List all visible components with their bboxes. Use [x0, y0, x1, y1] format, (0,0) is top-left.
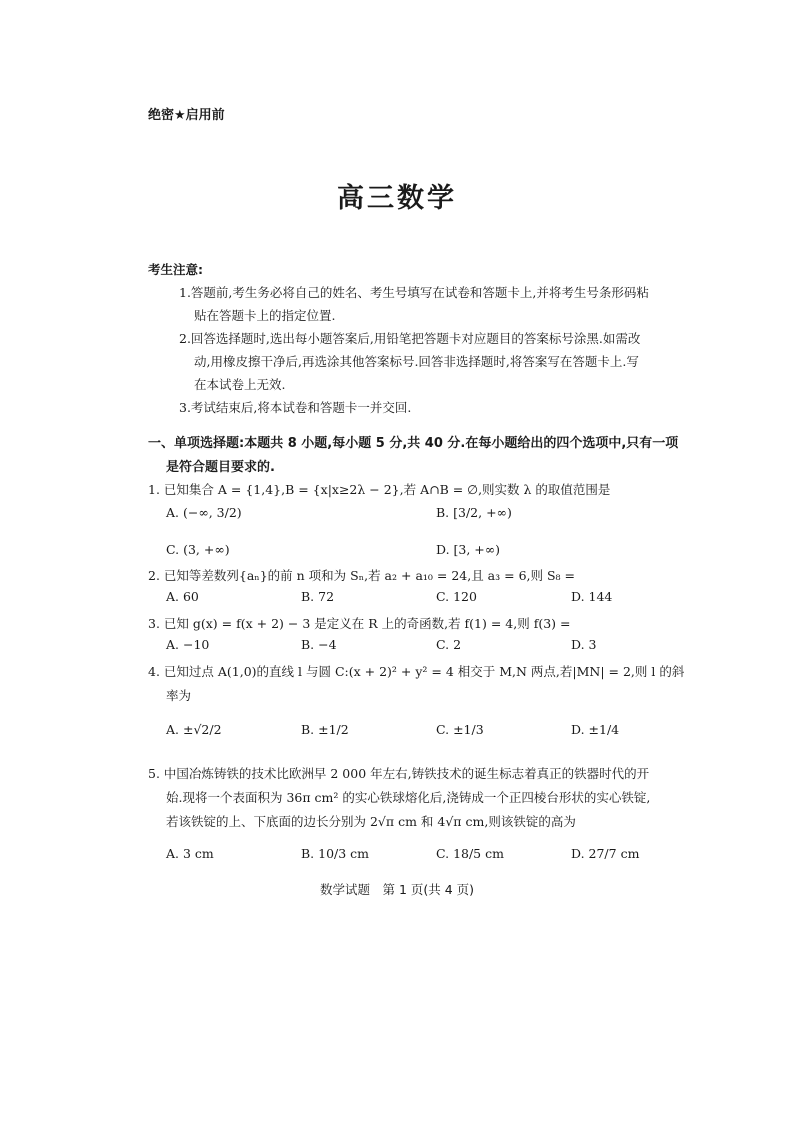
exam-title: 高三数学	[337, 183, 457, 214]
q2-option-a: A. 60	[166, 589, 199, 604]
q5-option-d: D. 27/7 cm	[571, 846, 640, 861]
confidential-label: 绝密★启用前	[148, 108, 225, 123]
question-3-stem: 3. 已知 g(x) = f(x + 2) − 3 是定义在 R 上的奇函数,若 f(1) = 4,则 f(3) =	[148, 616, 571, 631]
notice-line: 3.考试结束后,将本试卷和答题卡一并交回.	[179, 400, 412, 415]
q5-option-c: C. 18/5 cm	[436, 846, 504, 861]
notice-line: 动,用橡皮擦干净后,再选涂其他答案标号.回答非选择题时,将答案写在答题卡上.写	[194, 354, 639, 369]
page-footer: 数学试题 第 1 页(共 4 页)	[319, 882, 475, 897]
q3-option-b: B. −4	[301, 637, 337, 652]
question-5-stem: 5. 中国冶炼铸铁的技术比欧洲早 2 000 年左右,铸铁技术的诞生标志着真正的铁器时代的开	[148, 766, 650, 781]
q4-option-c: C. ±1/3	[436, 722, 484, 737]
q2-option-c: C. 120	[436, 589, 477, 604]
q3-option-d: D. 3	[571, 637, 597, 652]
section-heading-cont: 是符合题目要求的.	[166, 460, 275, 475]
q1-option-a: A. (−∞, 3/2)	[166, 505, 242, 520]
notice-line: 在本试卷上无效.	[194, 377, 286, 392]
q3-option-a: A. −10	[166, 637, 210, 652]
notice-line: 贴在答题卡上的指定位置.	[194, 308, 336, 323]
q4-option-b: B. ±1/2	[301, 722, 349, 737]
q5-option-b: B. 10/3 cm	[301, 846, 370, 861]
q2-option-b: B. 72	[301, 589, 335, 604]
notice-line: 2.回答选择题时,选出每小题答案后,用铅笔把答题卡对应题目的答案标号涂黑.如需改	[179, 331, 641, 346]
question-4-stem: 4. 已知过点 A(1,0)的直线 l 与圆 C:(x + 2)² + y² = 4 相交于 M,N 两点,若|MN| = 2,则 l 的斜	[148, 664, 685, 679]
question-5-stem-cont: 始.现将一个表面积为 36π cm² 的实心铁球熔化后,浇铸成一个正四棱台形状的实心铁锭,	[166, 790, 651, 805]
question-2-stem: 2. 已知等差数列{aₙ}的前 n 项和为 Sₙ,若 a₂ + a₁₀ = 24,且 a₃ = 6,则 S₈ =	[148, 568, 575, 583]
q1-option-b: B. [3/2, +∞)	[436, 505, 512, 520]
q4-option-a: A. ±√2/2	[166, 722, 222, 737]
q1-option-c: C. (3, +∞)	[166, 542, 230, 557]
question-4-stem-cont: 率为	[166, 688, 192, 703]
question-1-stem: 1. 已知集合 A = {1,4},B = {x|x≥2λ − 2},若 A∩B = ∅,则实数 λ 的取值范围是	[148, 482, 611, 497]
q4-option-d: D. ±1/4	[571, 722, 620, 737]
notice-heading: 考生注意:	[148, 262, 203, 277]
notice-line: 1.答题前,考生务必将自己的姓名、考生号填写在试卷和答题卡上,并将考生号条形码粘	[179, 285, 649, 300]
q3-option-c: C. 2	[436, 637, 462, 652]
q2-option-d: D. 144	[571, 589, 613, 604]
question-5-stem-cont: 若该铁锭的上、下底面的边长分别为 2√π cm 和 4√π cm,则该铁锭的高为	[166, 814, 576, 829]
q5-option-a: A. 3 cm	[166, 846, 214, 861]
q1-option-d: D. [3, +∞)	[436, 542, 501, 557]
section-heading: 一、单项选择题:本题共 8 小题,每小题 5 分,共 40 分.在每小题给出的四个选项中,只有一项	[148, 436, 679, 451]
